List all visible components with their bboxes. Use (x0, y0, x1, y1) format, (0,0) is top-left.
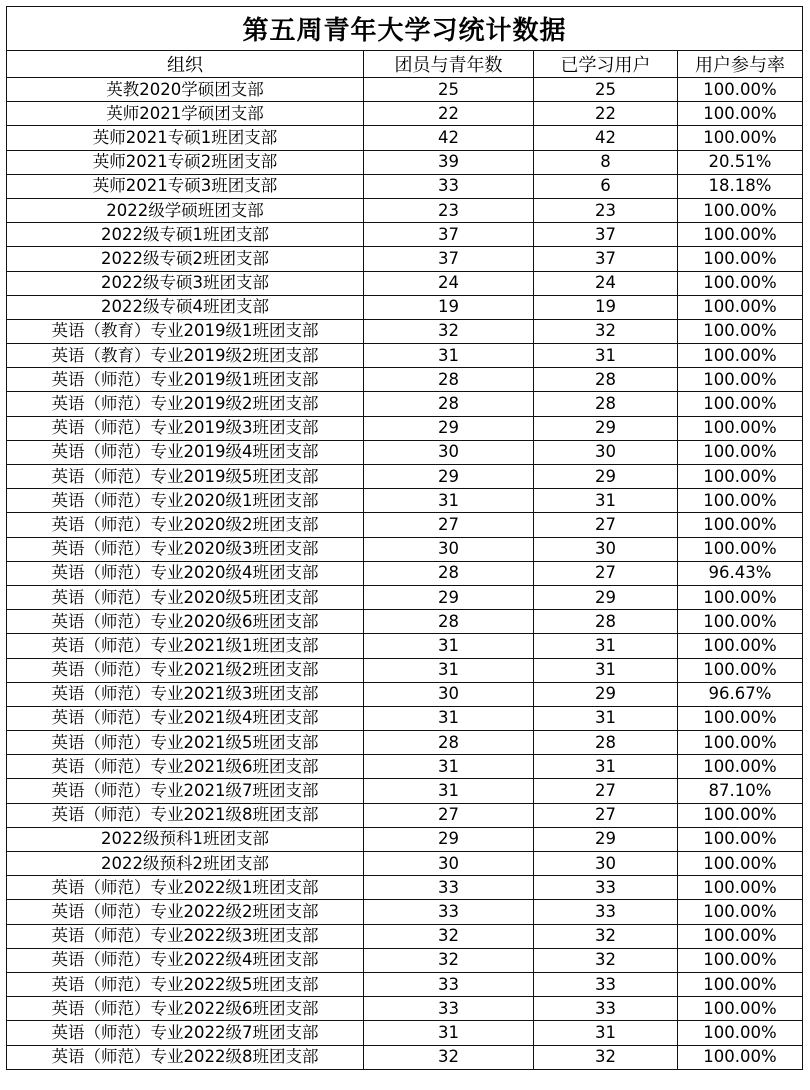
members-cell: 30 (364, 682, 534, 706)
learned-cell: 37 (534, 223, 678, 247)
members-cell: 31 (364, 658, 534, 682)
rate-cell: 100.00% (678, 585, 803, 609)
members-cell: 33 (364, 972, 534, 996)
org-cell: 英语（师范）专业2020级3班团支部 (7, 537, 364, 561)
learned-cell: 28 (534, 731, 678, 755)
column-header-rate: 用户参与率 (678, 51, 803, 78)
rate-cell: 100.00% (678, 344, 803, 368)
table-row (7, 755, 803, 779)
rate-cell: 100.00% (678, 392, 803, 416)
rate-cell: 100.00% (678, 803, 803, 827)
statistics-sheet (6, 6, 802, 1070)
table-row (7, 682, 803, 706)
table-row (7, 610, 803, 634)
table-row (7, 78, 803, 102)
members-cell: 25 (364, 78, 534, 102)
rate-cell: 100.00% (678, 924, 803, 948)
table-row (7, 465, 803, 489)
learned-cell: 29 (534, 585, 678, 609)
rate-cell: 100.00% (678, 513, 803, 537)
table-row (7, 634, 803, 658)
statistics-table (6, 6, 803, 1070)
learned-cell: 31 (534, 658, 678, 682)
learned-cell: 33 (534, 997, 678, 1021)
members-cell: 32 (364, 924, 534, 948)
table-row (7, 440, 803, 464)
rate-cell: 100.00% (678, 610, 803, 634)
table-row (7, 731, 803, 755)
learned-cell: 27 (534, 561, 678, 585)
table-row (7, 706, 803, 730)
table-row (7, 561, 803, 585)
learned-cell: 37 (534, 247, 678, 271)
members-cell: 22 (364, 102, 534, 126)
members-cell: 37 (364, 247, 534, 271)
org-cell: 2022级预科2班团支部 (7, 852, 364, 876)
org-cell: 英语（师范）专业2019级1班团支部 (7, 368, 364, 392)
learned-cell: 32 (534, 948, 678, 972)
table-body (7, 78, 803, 1070)
learned-cell: 25 (534, 78, 678, 102)
learned-cell: 8 (534, 150, 678, 174)
table-row (7, 344, 803, 368)
members-cell: 30 (364, 537, 534, 561)
column-header-org: 组织 (7, 51, 364, 78)
members-cell: 31 (364, 755, 534, 779)
column-header-learned: 已学习用户 (534, 51, 678, 78)
rate-cell: 100.00% (678, 271, 803, 295)
learned-cell: 31 (534, 634, 678, 658)
table-row (7, 900, 803, 924)
rate-cell: 100.00% (678, 126, 803, 150)
rate-cell: 100.00% (678, 102, 803, 126)
rate-cell: 18.18% (678, 174, 803, 198)
table-row (7, 852, 803, 876)
org-cell: 英语（师范）专业2020级4班团支部 (7, 561, 364, 585)
learned-cell: 32 (534, 319, 678, 343)
learned-cell: 33 (534, 876, 678, 900)
members-cell: 28 (364, 610, 534, 634)
learned-cell: 30 (534, 440, 678, 464)
members-cell: 27 (364, 803, 534, 827)
table-row (7, 513, 803, 537)
learned-cell: 32 (534, 924, 678, 948)
table-row (7, 295, 803, 319)
table-row (7, 416, 803, 440)
org-cell: 英语（师范）专业2021级6班团支部 (7, 755, 364, 779)
rate-cell: 100.00% (678, 876, 803, 900)
table-row (7, 1021, 803, 1045)
members-cell: 31 (364, 1021, 534, 1045)
rate-cell: 100.00% (678, 731, 803, 755)
org-cell: 英师2021学硕团支部 (7, 102, 364, 126)
org-cell: 2022级专硕1班团支部 (7, 223, 364, 247)
learned-cell: 31 (534, 1021, 678, 1045)
header-row (7, 51, 803, 78)
org-cell: 英语（师范）专业2021级5班团支部 (7, 731, 364, 755)
table-row (7, 658, 803, 682)
org-cell: 2022级预科1班团支部 (7, 827, 364, 851)
table-row (7, 948, 803, 972)
table-row (7, 803, 803, 827)
rate-cell: 100.00% (678, 489, 803, 513)
table-row (7, 392, 803, 416)
table-row (7, 223, 803, 247)
learned-cell: 23 (534, 198, 678, 222)
table-row (7, 876, 803, 900)
members-cell: 33 (364, 900, 534, 924)
org-cell: 英语（教育）专业2019级2班团支部 (7, 344, 364, 368)
org-cell: 英语（师范）专业2022级1班团支部 (7, 876, 364, 900)
learned-cell: 32 (534, 1045, 678, 1069)
table-row (7, 174, 803, 198)
learned-cell: 31 (534, 755, 678, 779)
members-cell: 27 (364, 513, 534, 537)
rate-cell: 100.00% (678, 972, 803, 996)
members-cell: 28 (364, 561, 534, 585)
learned-cell: 42 (534, 126, 678, 150)
org-cell: 2022级专硕4班团支部 (7, 295, 364, 319)
members-cell: 19 (364, 295, 534, 319)
org-cell: 英语（师范）专业2019级4班团支部 (7, 440, 364, 464)
org-cell: 英语（师范）专业2022级8班团支部 (7, 1045, 364, 1069)
members-cell: 29 (364, 465, 534, 489)
learned-cell: 31 (534, 706, 678, 730)
org-cell: 英教2020学硕团支部 (7, 78, 364, 102)
rate-cell: 100.00% (678, 706, 803, 730)
rate-cell: 100.00% (678, 368, 803, 392)
table-row (7, 585, 803, 609)
org-cell: 英语（师范）专业2022级6班团支部 (7, 997, 364, 1021)
members-cell: 29 (364, 585, 534, 609)
learned-cell: 31 (534, 489, 678, 513)
learned-cell: 33 (534, 900, 678, 924)
org-cell: 英语（师范）专业2019级3班团支部 (7, 416, 364, 440)
table-row (7, 972, 803, 996)
org-cell: 英语（师范）专业2021级4班团支部 (7, 706, 364, 730)
learned-cell: 28 (534, 610, 678, 634)
members-cell: 33 (364, 997, 534, 1021)
rate-cell: 100.00% (678, 1045, 803, 1069)
org-cell: 英语（师范）专业2020级6班团支部 (7, 610, 364, 634)
org-cell: 英语（师范）专业2021级1班团支部 (7, 634, 364, 658)
title-row (7, 7, 803, 51)
rate-cell: 100.00% (678, 223, 803, 247)
rate-cell: 100.00% (678, 295, 803, 319)
table-title: 第五周青年大学习统计数据 (7, 7, 803, 51)
rate-cell: 100.00% (678, 1021, 803, 1045)
members-cell: 32 (364, 1045, 534, 1069)
rate-cell: 96.67% (678, 682, 803, 706)
table-row (7, 271, 803, 295)
org-cell: 英语（师范）专业2022级2班团支部 (7, 900, 364, 924)
learned-cell: 29 (534, 465, 678, 489)
table-row (7, 997, 803, 1021)
rate-cell: 100.00% (678, 465, 803, 489)
members-cell: 33 (364, 174, 534, 198)
learned-cell: 27 (534, 513, 678, 537)
rate-cell: 100.00% (678, 900, 803, 924)
org-cell: 英语（教育）专业2019级1班团支部 (7, 319, 364, 343)
learned-cell: 30 (534, 852, 678, 876)
rate-cell: 87.10% (678, 779, 803, 803)
column-header-members: 团员与青年数 (364, 51, 534, 78)
table-row (7, 537, 803, 561)
members-cell: 28 (364, 368, 534, 392)
table-row (7, 126, 803, 150)
members-cell: 31 (364, 779, 534, 803)
learned-cell: 24 (534, 271, 678, 295)
learned-cell: 6 (534, 174, 678, 198)
table-row (7, 489, 803, 513)
members-cell: 37 (364, 223, 534, 247)
rate-cell: 100.00% (678, 948, 803, 972)
rate-cell: 20.51% (678, 150, 803, 174)
members-cell: 30 (364, 440, 534, 464)
table-row (7, 924, 803, 948)
table-row (7, 247, 803, 271)
learned-cell: 29 (534, 682, 678, 706)
rate-cell: 100.00% (678, 755, 803, 779)
org-cell: 英语（师范）专业2021级3班团支部 (7, 682, 364, 706)
members-cell: 28 (364, 392, 534, 416)
rate-cell: 100.00% (678, 997, 803, 1021)
rate-cell: 100.00% (678, 537, 803, 561)
learned-cell: 29 (534, 416, 678, 440)
org-cell: 2022级学硕班团支部 (7, 198, 364, 222)
members-cell: 30 (364, 852, 534, 876)
learned-cell: 33 (534, 972, 678, 996)
table-row (7, 319, 803, 343)
members-cell: 31 (364, 634, 534, 658)
rate-cell: 96.43% (678, 561, 803, 585)
rate-cell: 100.00% (678, 198, 803, 222)
rate-cell: 100.00% (678, 319, 803, 343)
members-cell: 33 (364, 876, 534, 900)
org-cell: 英语（师范）专业2022级3班团支部 (7, 924, 364, 948)
rate-cell: 100.00% (678, 658, 803, 682)
members-cell: 32 (364, 319, 534, 343)
org-cell: 英语（师范）专业2019级2班团支部 (7, 392, 364, 416)
table-row (7, 1045, 803, 1069)
learned-cell: 27 (534, 779, 678, 803)
members-cell: 31 (364, 344, 534, 368)
rate-cell: 100.00% (678, 247, 803, 271)
rate-cell: 100.00% (678, 416, 803, 440)
learned-cell: 28 (534, 368, 678, 392)
org-cell: 英师2021专硕1班团支部 (7, 126, 364, 150)
members-cell: 32 (364, 948, 534, 972)
rate-cell: 100.00% (678, 827, 803, 851)
org-cell: 英语（师范）专业2019级5班团支部 (7, 465, 364, 489)
members-cell: 29 (364, 416, 534, 440)
org-cell: 英语（师范）专业2020级1班团支部 (7, 489, 364, 513)
org-cell: 英语（师范）专业2020级5班团支部 (7, 585, 364, 609)
rate-cell: 100.00% (678, 634, 803, 658)
members-cell: 39 (364, 150, 534, 174)
table-row (7, 102, 803, 126)
table-row (7, 150, 803, 174)
org-cell: 英语（师范）专业2022级4班团支部 (7, 948, 364, 972)
learned-cell: 29 (534, 827, 678, 851)
members-cell: 28 (364, 731, 534, 755)
members-cell: 42 (364, 126, 534, 150)
rate-cell: 100.00% (678, 852, 803, 876)
learned-cell: 22 (534, 102, 678, 126)
org-cell: 英语（师范）专业2022级7班团支部 (7, 1021, 364, 1045)
org-cell: 英语（师范）专业2021级7班团支部 (7, 779, 364, 803)
learned-cell: 19 (534, 295, 678, 319)
rate-cell: 100.00% (678, 78, 803, 102)
rate-cell: 100.00% (678, 440, 803, 464)
members-cell: 31 (364, 706, 534, 730)
org-cell: 2022级专硕3班团支部 (7, 271, 364, 295)
learned-cell: 27 (534, 803, 678, 827)
members-cell: 24 (364, 271, 534, 295)
org-cell: 英语（师范）专业2021级8班团支部 (7, 803, 364, 827)
table-row (7, 368, 803, 392)
learned-cell: 31 (534, 344, 678, 368)
org-cell: 英师2021专硕2班团支部 (7, 150, 364, 174)
org-cell: 英语（师范）专业2020级2班团支部 (7, 513, 364, 537)
org-cell: 英语（师范）专业2021级2班团支部 (7, 658, 364, 682)
learned-cell: 28 (534, 392, 678, 416)
table-row (7, 779, 803, 803)
table-row (7, 198, 803, 222)
members-cell: 31 (364, 489, 534, 513)
members-cell: 29 (364, 827, 534, 851)
org-cell: 2022级专硕2班团支部 (7, 247, 364, 271)
learned-cell: 30 (534, 537, 678, 561)
table-row (7, 827, 803, 851)
members-cell: 23 (364, 198, 534, 222)
org-cell: 英语（师范）专业2022级5班团支部 (7, 972, 364, 996)
org-cell: 英师2021专硕3班团支部 (7, 174, 364, 198)
